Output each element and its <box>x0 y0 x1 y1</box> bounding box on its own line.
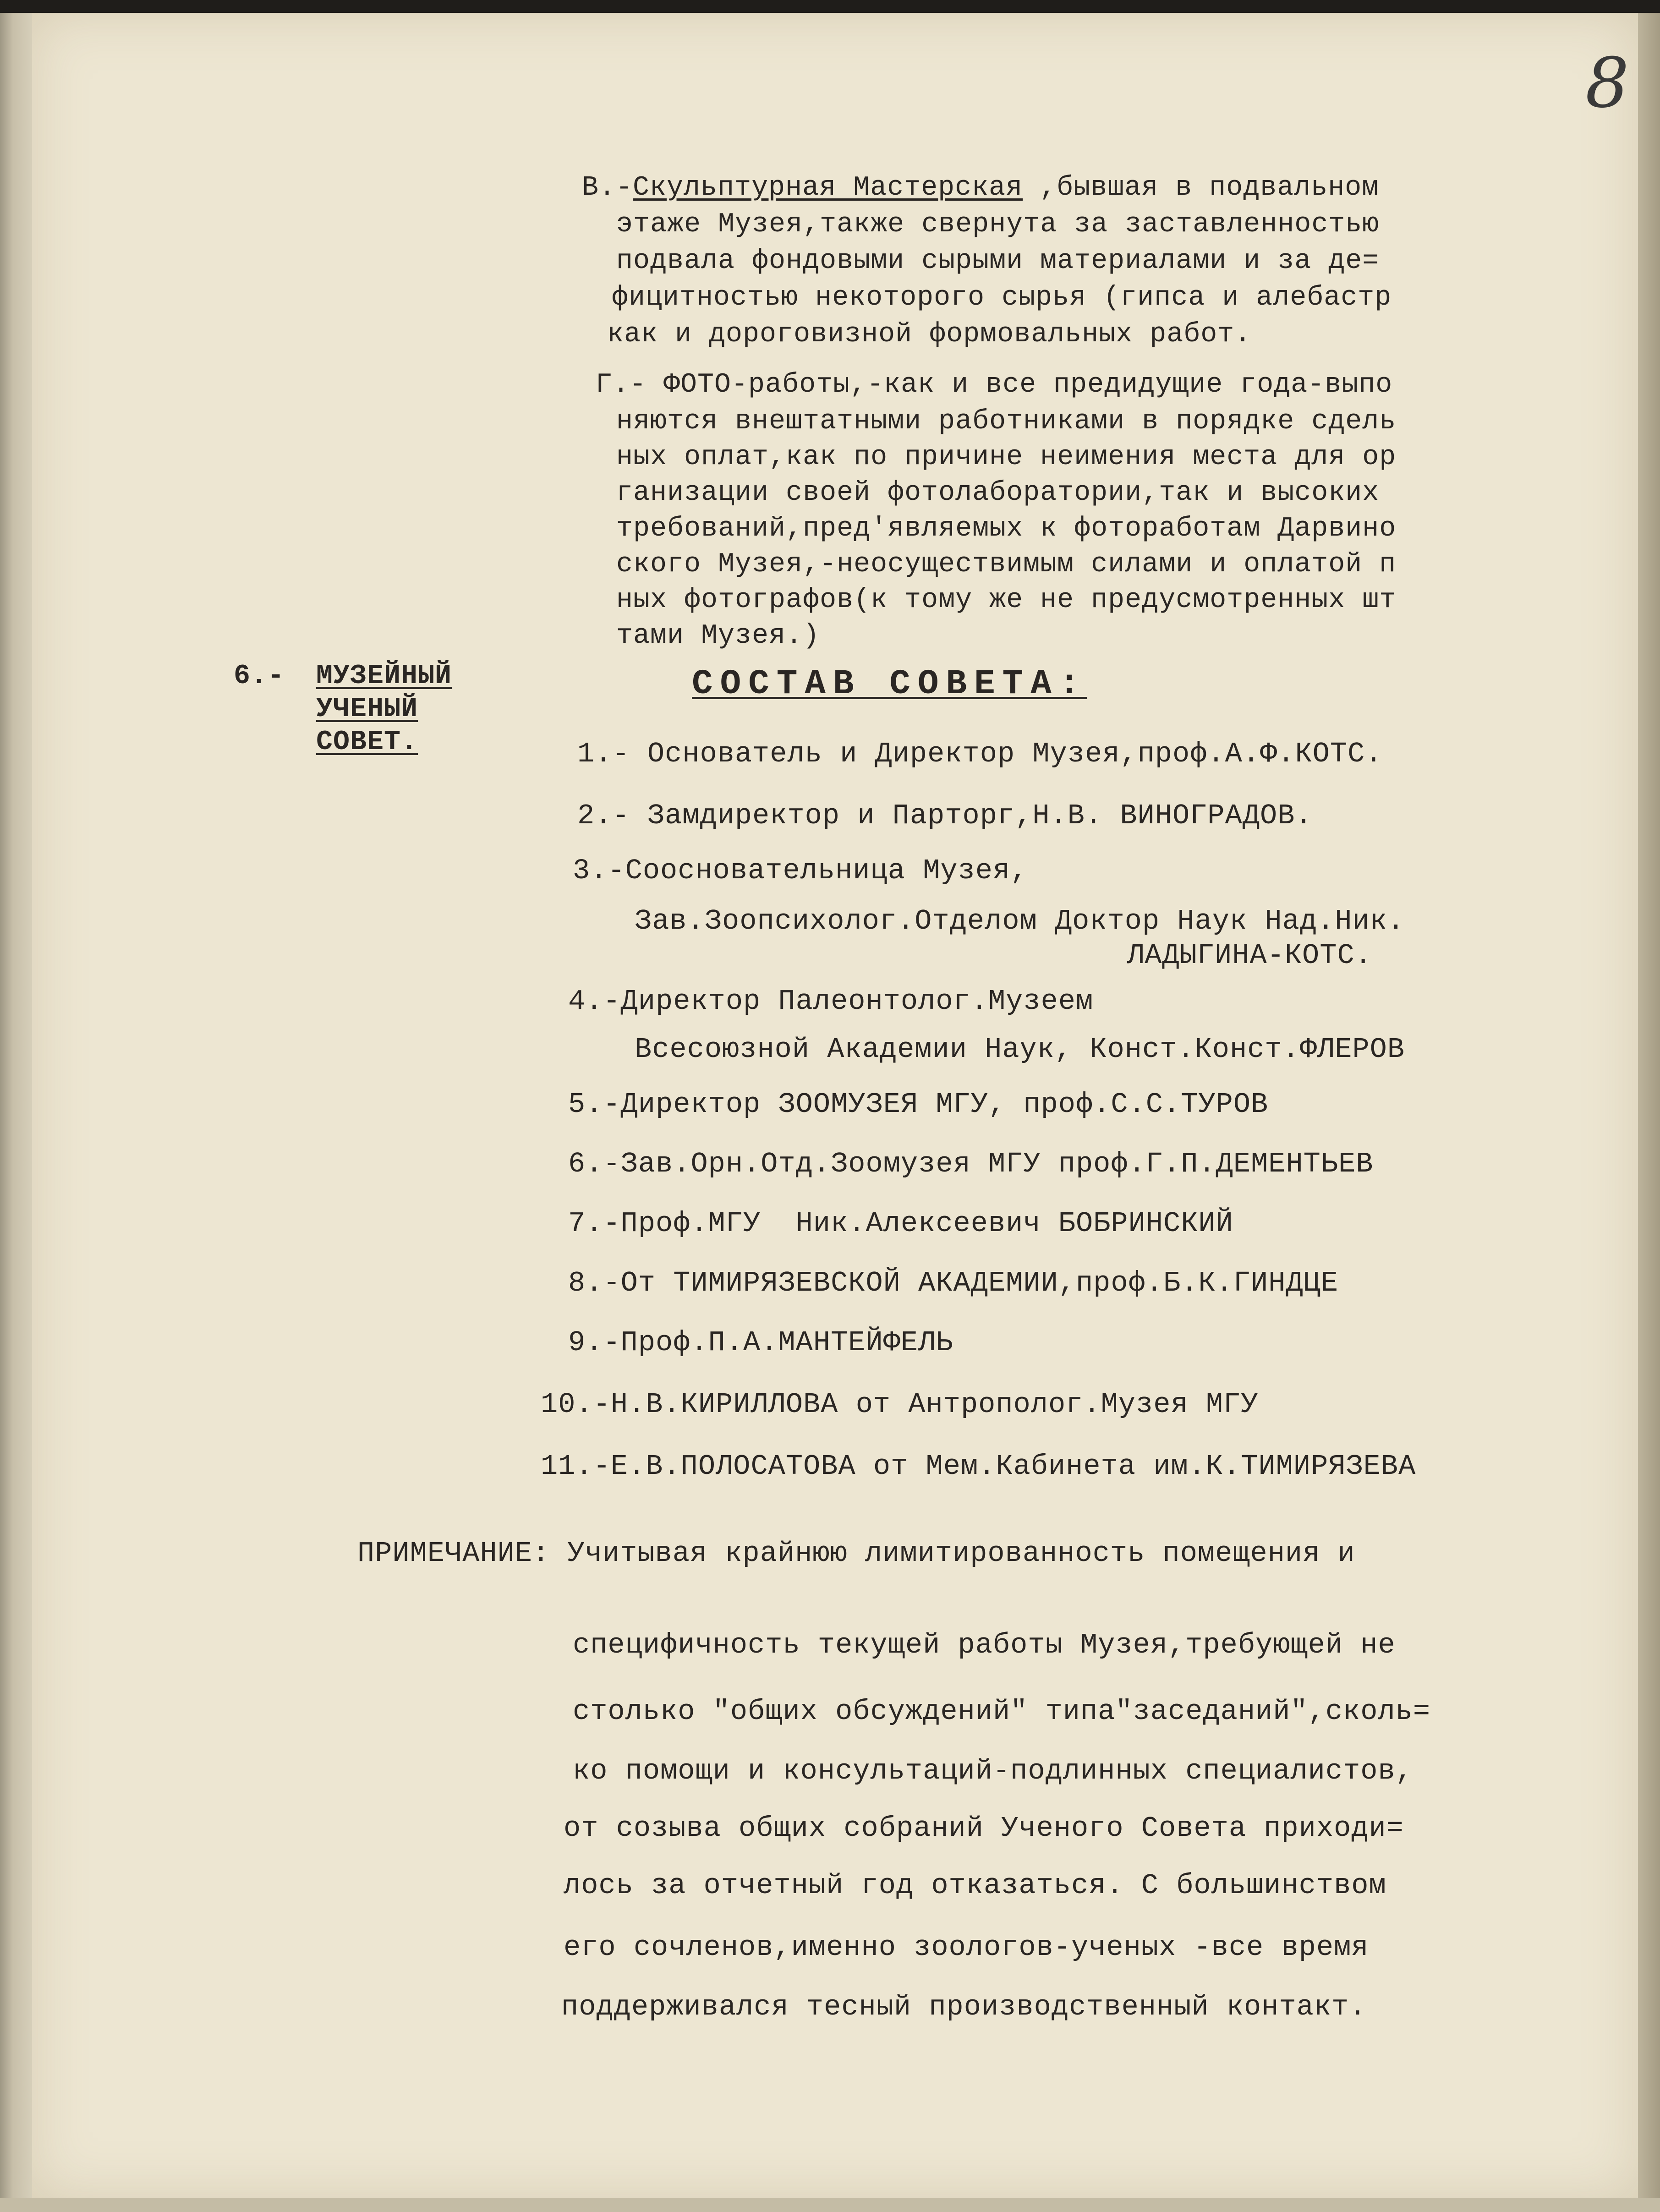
scan-top-border <box>0 0 1660 13</box>
note-line: лось за отчетный год отказаться. С большинством <box>564 1869 1386 1902</box>
section-v-line: как и дороговизной формовальных работ. <box>607 319 1252 350</box>
section-g-line: требований,пред'являемых к фотоработам Дарвино <box>616 513 1397 544</box>
section-v-line: подвала фондовыми сырыми материалами и за де= <box>616 246 1380 277</box>
section-v-line: этаже Музея,также свернута за заставленностью <box>616 209 1380 240</box>
member-line: 5.-Директор ЗООМУЗЕЯ МГУ, проф.С.С.ТУРОВ <box>568 1088 1269 1121</box>
member-line: ЛАДЫГИНА-КОТС. <box>1127 939 1372 972</box>
member-line: Зав.Зоопсихолог.Отделом Доктор Наук Над.Ник. <box>635 905 1405 937</box>
member-line: Всесоюзной Академии Наук, Конст.Конст.ФЛЕРОВ <box>635 1033 1405 1066</box>
council-heading: СОСТАВ СОВЕТА: <box>692 664 1087 704</box>
section-v-line: фицитностью некоторого сырья (гипса и алебастр <box>612 282 1392 313</box>
scan-bottom-border <box>0 2198 1660 2212</box>
member-line: 8.-От ТИМИРЯЗЕВСКОЙ АКАДЕМИИ,проф.Б.К.ГИНДЦЕ <box>568 1267 1339 1299</box>
section-g-line: ных фотографов(к тому же не предусмотренных шт <box>616 585 1397 616</box>
binding-edge <box>0 13 32 2212</box>
section-g-line: ского Музея,-неосуществимым силами и оплатой п <box>616 549 1397 580</box>
note-line: поддерживался тесный производственный контакт. <box>561 1991 1367 2023</box>
note-line: ко помощи и консультаций-подлинных специалистов, <box>573 1755 1413 1787</box>
section-g-line: ных оплат,как по причине неимения места для ор <box>616 442 1397 473</box>
page-edge-stack <box>1638 13 1660 2212</box>
section-v-title: Скульптурная Мастерская <box>633 172 1023 203</box>
section-6-number: 6.- <box>234 661 285 692</box>
member-line: 9.-Проф.П.А.МАНТЕЙФЕЛЬ <box>568 1326 953 1359</box>
note-line: его сочленов,именно зоологов-ученых -все время <box>564 1931 1369 1964</box>
note-first-line <box>357 1537 1355 1570</box>
section-g-line: няются внештатными работниками в порядке сдель <box>616 406 1397 437</box>
section-g-line: Г.- ФОТО-работы,-как и все предидущие года-выпо <box>596 369 1393 400</box>
member-line: 10.-Н.В.КИРИЛЛОВА от Антрополог.Музея МГУ <box>541 1388 1259 1421</box>
section-g-line: тами Музея.) <box>616 620 820 652</box>
member-line: 6.-Зав.Орн.Отд.Зоомузея МГУ проф.Г.П.ДЕМЕНТЬЕВ <box>568 1148 1374 1180</box>
note-line: столько "общих обсуждений" типа"заседаний",сколь= <box>573 1695 1431 1728</box>
note-line: от созыва общих собраний Ученого Совета приходи= <box>564 1812 1404 1845</box>
note-label: ПРИМЕЧАНИЕ: <box>357 1537 550 1570</box>
member-line: 7.-Проф.МГУ Ник.Алексеевич БОБРИНСКИЙ <box>568 1207 1233 1240</box>
handwritten-page-number: 8 <box>1585 44 1629 123</box>
section-g-line: ганизации своей фотолаборатории,так и высоких <box>616 477 1380 509</box>
section-v-first-line-rest: ,бывшая в подвальном <box>1023 172 1379 203</box>
side-heading-line: МУЗЕЙНЫЙ <box>316 661 452 692</box>
member-line: 11.-Е.В.ПОЛОСАТОВА от Мем.Кабинета им.К.ТИМИРЯЗЕВА <box>541 1450 1416 1483</box>
section-v-first-line <box>582 170 1379 207</box>
side-heading-line: УЧЕНЫЙ <box>316 694 418 725</box>
member-line: 2.- Замдиректор и Парторг,Н.В. ВИНОГРАДОВ. <box>577 799 1313 832</box>
note-line: специфичность текущей работы Музея,требующей не <box>573 1629 1396 1661</box>
member-line: 4.-Директор Палеонтолог.Музеем <box>568 985 1094 1018</box>
member-line: 1.- Основатель и Директор Музея,проф.А.Ф.КОТС. <box>577 738 1383 770</box>
section-v-marker: В.- <box>582 172 633 203</box>
note-first-line-rest: Учитывая крайнюю лимитированность помещения и <box>550 1537 1355 1570</box>
side-heading-line: СОВЕТ. <box>316 727 418 758</box>
member-line: 3.-Соосновательница Музея, <box>573 854 1028 887</box>
